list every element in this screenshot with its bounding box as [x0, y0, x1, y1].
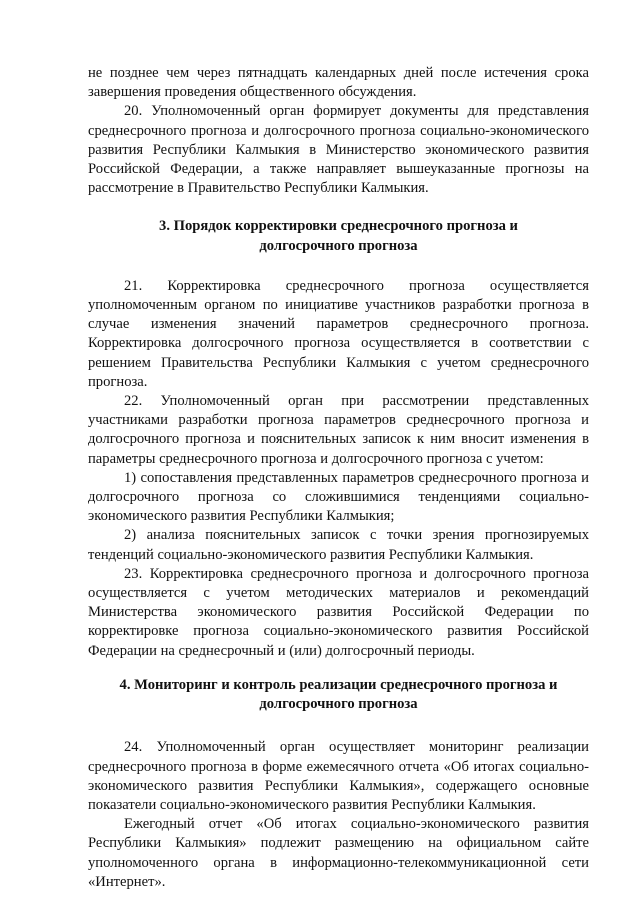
section-4-heading-line-1: 4. Мониторинг и контроль реализации среднесрочного прогноза и	[119, 676, 558, 693]
paragraph-24: 24. Уполномоченный орган осуществляет мониторинг реализации среднесрочного прогноза в форме ежемесячного отчета «Об итогах социально-экономического развития Республики Калмыкия», содержащего основные показатели социально-экономического развития Республики Калмыкия.	[88, 739, 589, 813]
section-3-heading-line-1: 3. Порядок корректировки среднесрочного прогноза и	[159, 218, 518, 235]
section-4-heading-line-2: долгосрочного прогноза	[259, 696, 418, 713]
document-body	[88, 64, 589, 892]
paragraph-23: 23. Корректировка среднесрочного прогноза и долгосрочного прогноза осуществляется с учетом методических материалов и рекомендаций Министерства экономического развития Российской Федерации по корректировке прогноза социально-экономического развития Российской Федерации на среднесрочный и (или) долгосрочный периоды.	[88, 565, 589, 659]
paragraph-24-annual-report: Ежегодный отчет «Об итогах социально-экономического развития Республики Калмыкия» подлежит размещению на официальном сайте уполномоченного органа в информационно-телекоммуникационной сети «Интернет».	[88, 816, 589, 890]
paragraph-22-item-1: 1) сопоставления представленных параметров среднесрочного прогноза и долгосрочного прогноза со сложившимися тенденциями социально-экономического развития Республики Калмыкия;	[88, 469, 589, 525]
paragraph-20: 20. Уполномоченный орган формирует документы для представления среднесрочного прогноза и долгосрочного прогноза социально-экономического развития Республики Калмыкия в Министерство экономического развития Российской Федерации, а также направляет вышеуказанные прогнозы на рассмотрение в Правительство Республики Калмыкия.	[88, 103, 589, 197]
paragraph-22: 22. Уполномоченный орган при рассмотрении представленных участниками разработки прогноза параметров среднесрочного прогноза и долгосрочного прогноза и пояснительных записок к ним вносит изменения в параметры среднесрочного прогноза и долгосрочного прогноза с учетом:	[88, 393, 589, 467]
section-4-heading	[88, 676, 589, 714]
paragraph-21: 21. Корректировка среднесрочного прогноза осуществляется уполномоченным органом по инициативе участников разработки прогноза в случае изменения значений параметров среднесрочного прогноза. Корректировка долгосрочного прогноза осуществляется в соответствии с решением Правительства Республики Калмыкия с учетом среднесрочного прогноза.	[88, 277, 589, 390]
section-3-heading	[88, 217, 589, 255]
paragraph-22-item-2: 2) анализа пояснительных записок с точки зрения прогнозируемых тенденций социально-экономического развития Республики Калмыкия.	[88, 527, 589, 563]
section-3-heading-line-2: долгосрочного прогноза	[259, 237, 418, 254]
paragraph-19-continuation: не позднее чем через пятнадцать календарных дней после истечения срока завершения проведения общественного обсуждения.	[88, 65, 589, 101]
